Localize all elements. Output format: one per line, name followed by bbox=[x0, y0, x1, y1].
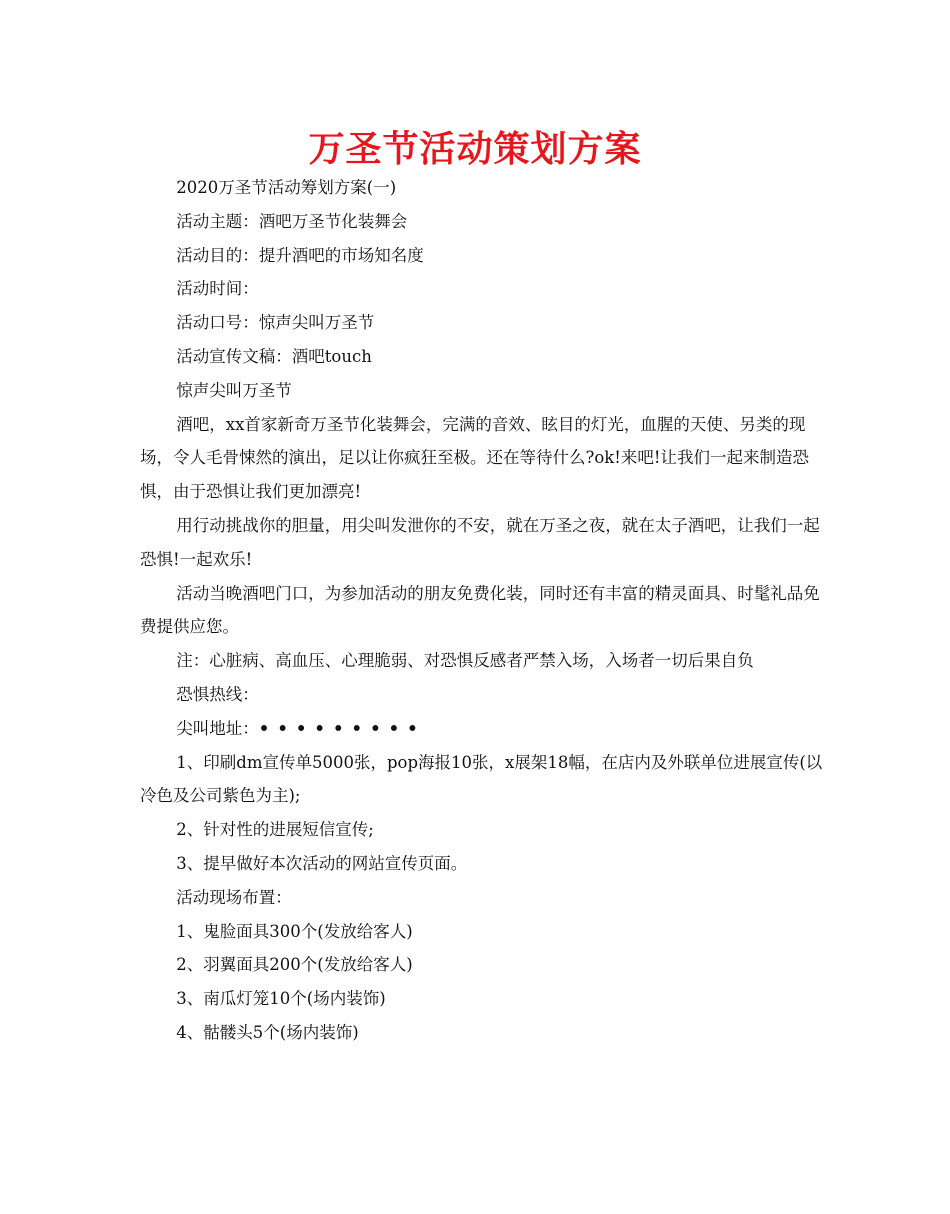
document-body bbox=[140, 171, 830, 1050]
paragraph: 活动主题：酒吧万圣节化装舞会 bbox=[176, 211, 408, 231]
paragraph: 3、南瓜灯笼10个(场内装饰) bbox=[176, 989, 386, 1009]
address-label: 尖叫地址： bbox=[176, 718, 259, 738]
paragraph: 2020万圣节活动筹划方案(一) bbox=[176, 178, 397, 197]
paragraph: 活动宣传文稿：酒吧touch bbox=[176, 346, 372, 366]
paragraph: 恐惧热线： bbox=[176, 684, 259, 704]
paragraph: 2、羽翼面具200个(发放给客人) bbox=[176, 955, 413, 975]
paragraph: 注：心脏病、高血压、心理脆弱、对恐惧反感者严禁入场，入场者一切后果自负 bbox=[176, 651, 754, 671]
document-title: 万圣节活动策划方案 bbox=[308, 129, 642, 170]
paragraph: 活动当晚酒吧门口，为参加活动的朋友免费化装，同时还有丰富的精灵面具、时髦礼品免费提供应您。 bbox=[140, 583, 820, 637]
address-value: ••••••••• bbox=[258, 718, 426, 738]
paragraph: 用行动挑战你的胆量，用尖叫发泄你的不安，就在万圣之夜，就在太子酒吧，让我们一起恐惧!一起欢乐! bbox=[140, 515, 820, 569]
paragraph: 2、针对性的进展短信宣传; bbox=[176, 820, 374, 840]
paragraph: 活动时间： bbox=[176, 279, 259, 299]
address-line bbox=[140, 712, 830, 746]
paragraph: 活动目的：提升酒吧的市场知名度 bbox=[176, 245, 424, 265]
paragraph: 活动现场布置： bbox=[176, 887, 292, 907]
paragraph: 活动口号：惊声尖叫万圣节 bbox=[176, 313, 375, 333]
paragraph: 酒吧，xx首家新奇万圣节化装舞会，完满的音效、眩目的灯光，血腥的天使、另类的现场，令人毛骨悚然的演出，足以让你疯狂至极。还在等待什么?ok!来吧!让我们一起来制造恐惧，由于恐惧让我们更加漂亮! bbox=[140, 414, 810, 502]
paragraph: 3、提早做好本次活动的网站宣传页面。 bbox=[176, 853, 468, 873]
paragraph: 1、印刷dm宣传单5000张，pop海报10张，x展架18幅，在店内及外联单位进展宣传(以冷色及公司紫色为主); bbox=[140, 752, 823, 806]
paragraph: 1、鬼脸面具300个(发放给客人) bbox=[176, 921, 413, 941]
paragraph: 惊声尖叫万圣节 bbox=[176, 380, 292, 400]
paragraph: 4、骷髅头5个(场内装饰) bbox=[176, 1022, 359, 1042]
